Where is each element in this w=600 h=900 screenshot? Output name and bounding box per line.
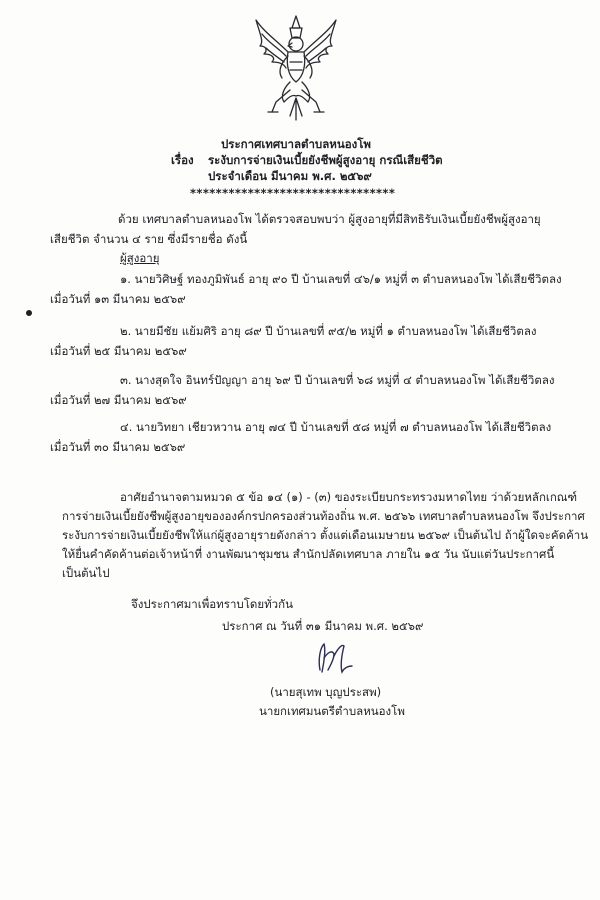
intro-line-1: ด้วย เทศบาลตำบลหนองโพ ได้ตรวจสอบพบว่า ผู้สูงอายุที่มีสิทธิรับเงินเบี้ยยังชีพผู้สูงอายุ [118, 212, 541, 226]
list-item [50, 371, 560, 410]
authority-line-3: ระงับการจ่ายเงินเบี้ยยังชีพให้แก่ผู้สูงอายุรายดังกล่าว ตั้งแต่เดือนเมษายน ๒๕๖๙ เป็นต้นไป ถ้าผู้ใดจะคัดค้าน [62, 528, 589, 542]
entry-line-2: เมื่อวันที่ ๓๐ มีนาคม ๒๕๖๙ [50, 439, 186, 454]
entry-line-2: เมื่อวันที่ ๒๗ มีนาคม ๒๕๖๙ [50, 392, 187, 407]
entry-line-1: ๑. นายวิศิษฐ์ ทองภูมิพันธ์ อายุ ๙๐ ปี บ้านเลขที่ ๔๖/๑ หมู่ที่ ๓ ตำบลหนองโพ ได้เสียชีวิตลง [120, 272, 562, 286]
entry-line-2: เมื่อวันที่ ๑๓ มีนาคม ๒๕๖๙ [50, 291, 186, 306]
signature-mark [312, 640, 356, 676]
stars-divider: ******************************** [190, 186, 396, 200]
authority-line-4: ให้ยื่นคำคัดค้านต่อเจ้าหน้าที่ งานพัฒนาชุมชน สำนักปลัดเทศบาล ภายใน ๑๕ วัน นับแต่วันประกาศนี้ [62, 547, 555, 561]
authority-line-5: เป็นต้นไป [62, 566, 110, 580]
intro-line-2: เสียชีวิต จำนวน ๔ ราย ซึ่งมีรายชื่อ ดังนี้ [50, 232, 248, 246]
subject-label: เรื่อง [171, 153, 194, 167]
subject-text: ระงับการจ่ายเงินเบี้ยยังชีพผู้สูงอายุ กรณีเสียชีวิต [208, 153, 443, 167]
garuda-emblem-icon [250, 12, 342, 124]
list-item [50, 270, 560, 309]
list-item [50, 418, 560, 457]
announcement-title: ประกาศเทศบาลตำบลหนองโพ [221, 137, 371, 151]
list-heading: ผู้สูงอายุ [120, 251, 160, 265]
entry-line-1: ๓. นางสุดใจ อินทร์ปัญญา อายุ ๖๙ ปี บ้านเลขที่ ๖๘ หมู่ที่ ๔ ตำบลหนองโพ ได้เสียชีวิตลง [120, 373, 555, 387]
bullet-dot-icon [26, 310, 32, 316]
announcement-date: ประกาศ ณ วันที่ ๓๑ มีนาคม พ.ศ. ๒๕๖๙ [222, 619, 424, 633]
entry-line-1: ๔. นายวิทยา เชียวหวาน อายุ ๗๔ ปี บ้านเลขที่ ๕๘ หมู่ที่ ๗ ตำบลหนองโพ ได้เสียชีวิตลง [120, 420, 552, 434]
authority-line-1: อาศัยอำนาจตามหมวด ๕ ข้อ ๑๔ (๑) - (๓) ของระเบียบกระทรวงมหาดไทย ว่าด้วยหลักเกณฑ์ [120, 490, 578, 504]
list-item [50, 322, 560, 361]
signer-name: (นายสุเทพ บุญประสพ) [270, 685, 382, 699]
entry-line-2: เมื่อวันที่ ๒๕ มีนาคม ๒๕๖๙ [50, 343, 187, 358]
entry-line-1: ๒. นายมีชัย แย้มศิริ อายุ ๘๙ ปี บ้านเลขที่ ๙๕/๒ หมู่ที่ ๑ ตำบลหนองโพ ได้เสียชีวิตลง [120, 324, 537, 338]
closing-statement: จึงประกาศมาเพื่อทราบโดยทั่วกัน [131, 597, 293, 611]
signer-position: นายกเทศมนตรีตำบลหนองโพ [259, 704, 405, 718]
announcement-period: ประจำเดือน มีนาคม พ.ศ. ๒๕๖๙ [208, 169, 372, 183]
authority-line-2: การจ่ายเงินเบี้ยยังชีพผู้สูงอายุขององค์กรปกครองส่วนท้องถิ่น พ.ศ. ๒๕๖๖ เทศบาลตำบลหนองโพ จึงประกาศ [62, 509, 585, 523]
